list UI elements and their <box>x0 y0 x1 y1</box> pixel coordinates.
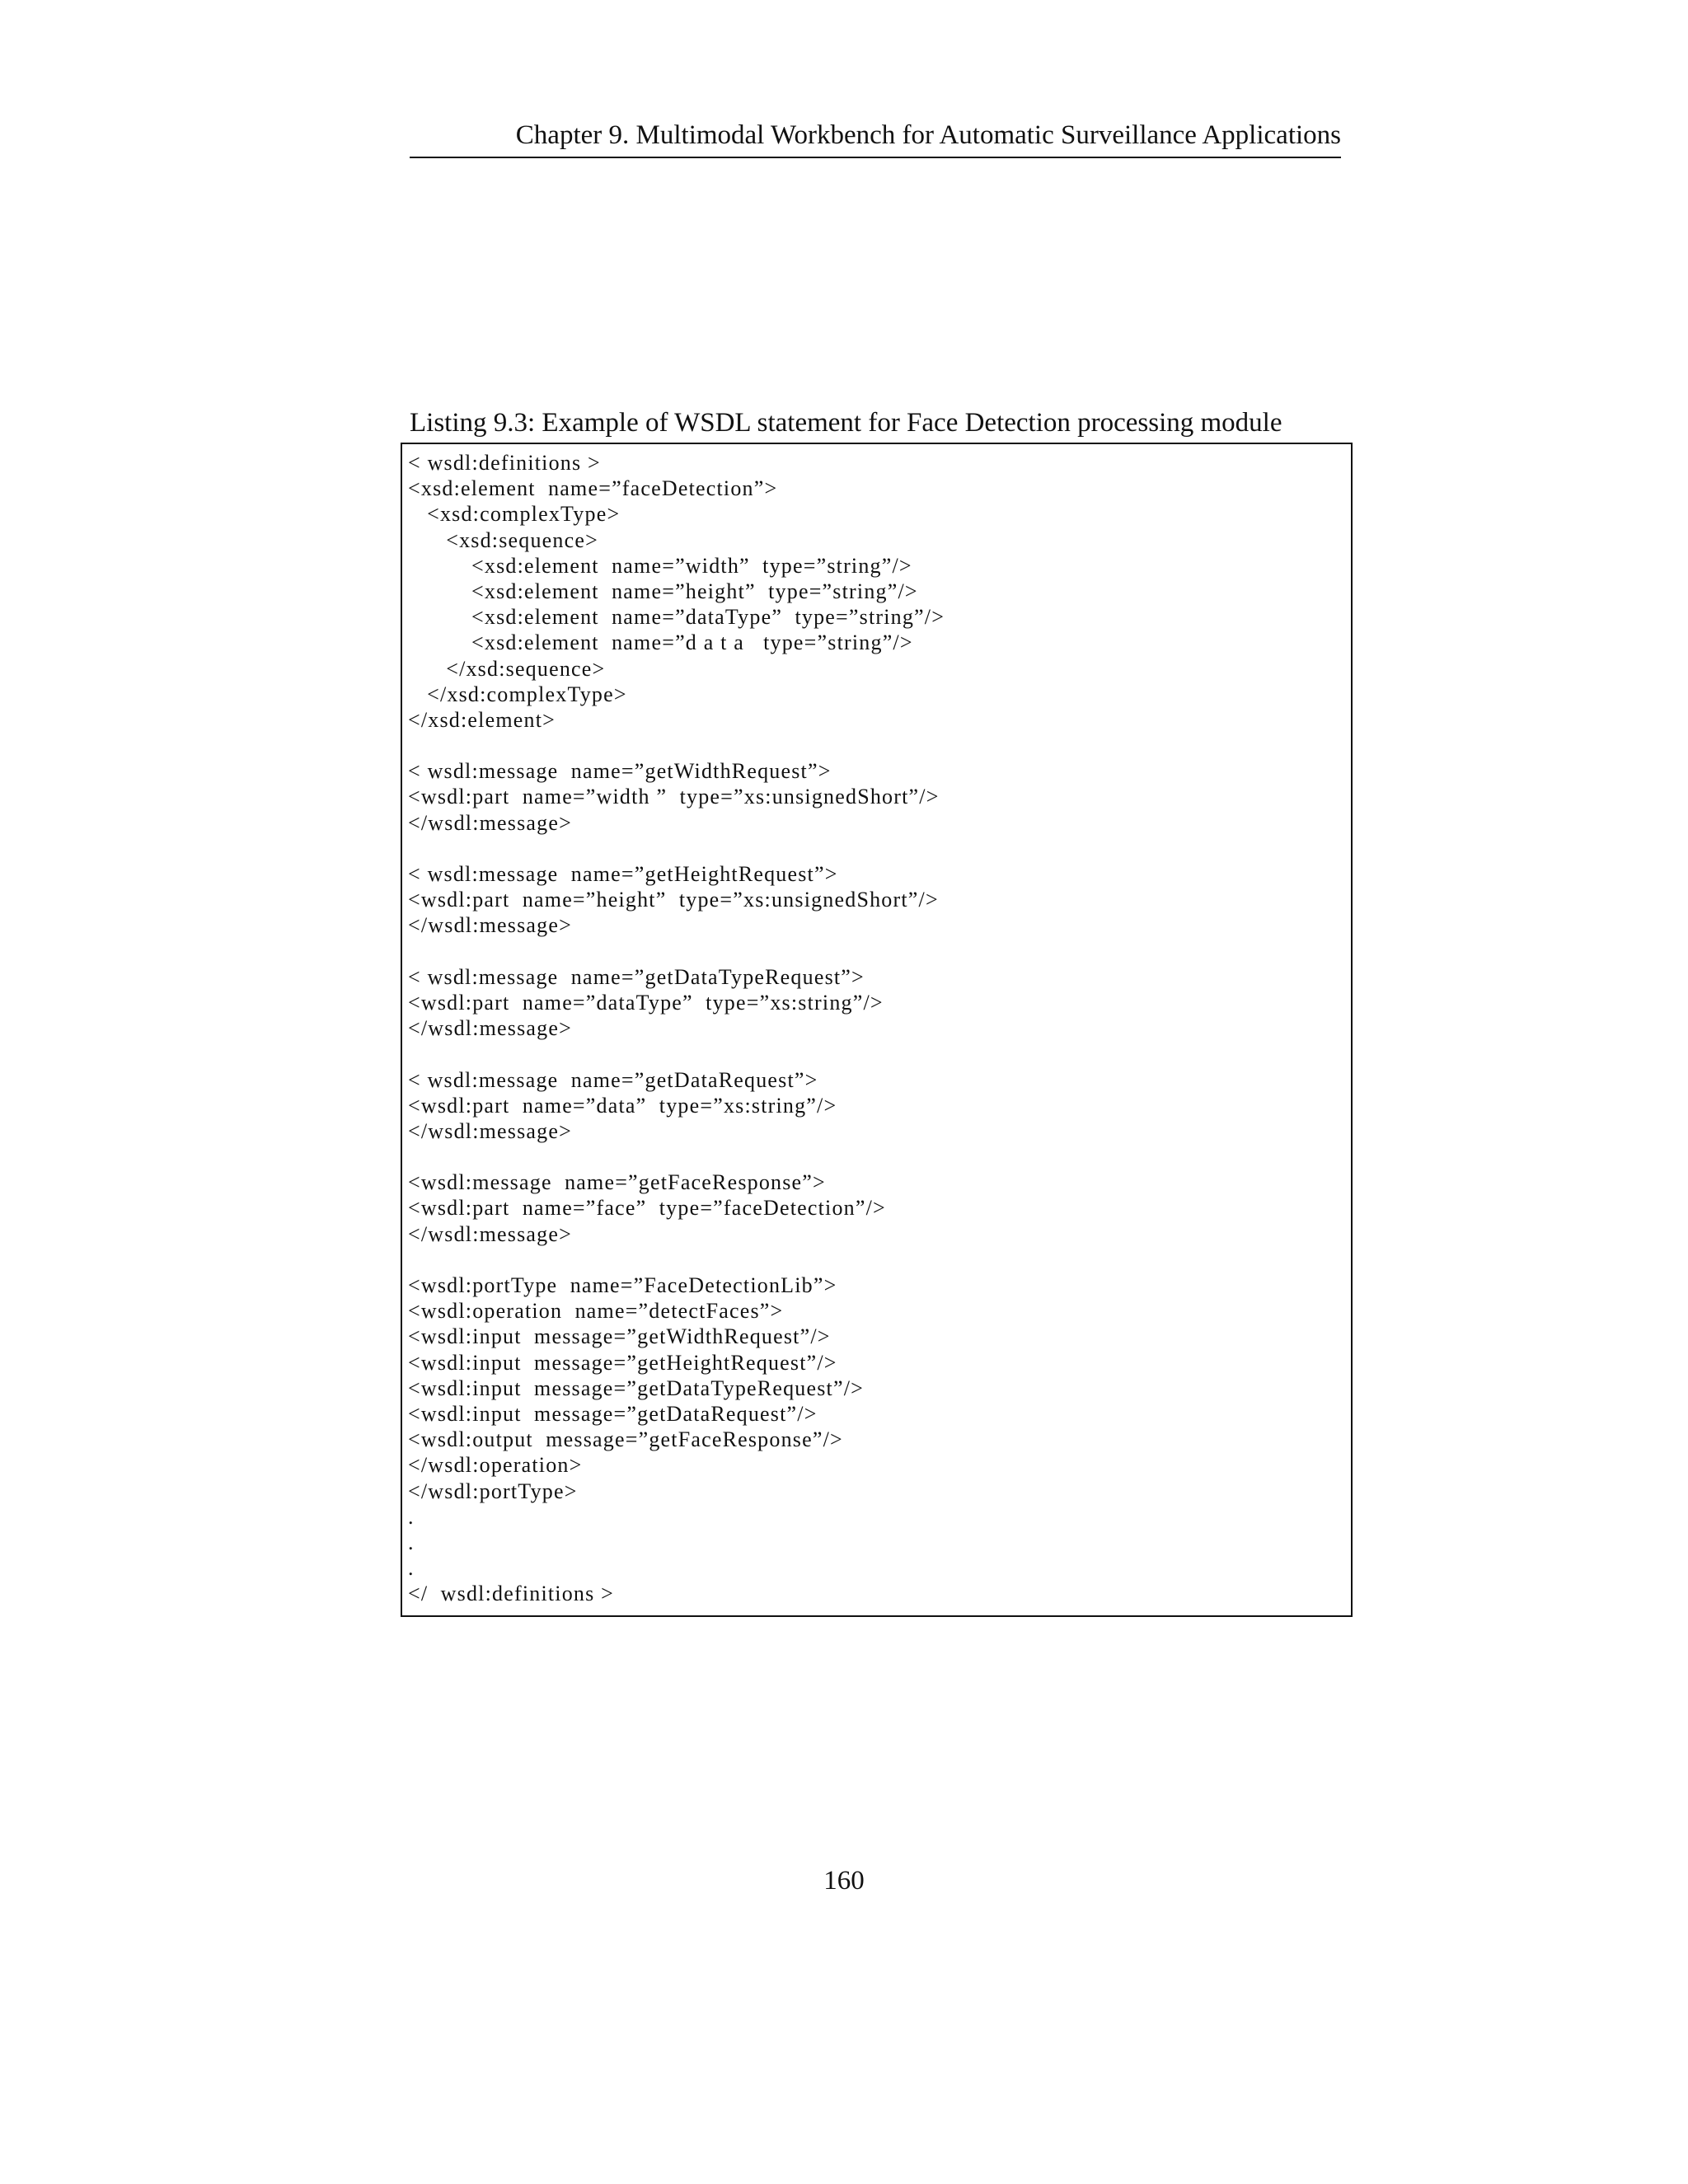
code-line: < wsdl:definitions > <box>408 451 601 475</box>
code-line <box>408 1247 1339 1272</box>
code-line: < wsdl:message name=”getDataRequest”> <box>408 1067 818 1092</box>
code-line: </wsdl:operation> <box>408 1453 583 1478</box>
code-line <box>408 733 1339 758</box>
code-line: . <box>408 1556 415 1581</box>
code-line: <xsd:element name=”height” type=”string”/> <box>408 579 918 603</box>
code-line: <wsdl:input message=”getDataTypeRequest”/> <box>408 1376 864 1400</box>
code-line: <xsd:element name=”dataType” type=”string”/> <box>408 605 945 630</box>
code-line <box>408 939 1339 964</box>
code-line: <xsd:element name=”width” type=”string”/> <box>408 553 912 578</box>
code-line: </wsdl:message> <box>408 810 572 835</box>
code-line: . <box>408 1530 415 1554</box>
code-line: <wsdl:part name=”height” type=”xs:unsignedShort”/> <box>408 888 939 912</box>
code-line: </wsdl:message> <box>408 1221 572 1246</box>
code-line <box>408 836 1339 861</box>
code-line: <xsd:complexType> <box>408 502 621 527</box>
page-number: 160 <box>823 1866 865 1896</box>
code-line: <wsdl:part name=”dataType” type=”xs:string”/> <box>408 990 884 1015</box>
code-line: </wsdl:message> <box>408 913 572 938</box>
code-line: <xsd:element name=”d a t a type=”string”/> <box>408 630 913 655</box>
code-line: </ wsdl:definitions > <box>408 1582 615 1606</box>
code-line: < wsdl:message name=”getWidthRequest”> <box>408 759 832 784</box>
code-line: <wsdl:part name=”face” type=”faceDetection”/> <box>408 1196 886 1221</box>
code-line: </xsd:complexType> <box>408 682 627 706</box>
code-line: <wsdl:input message=”getDataRequest”/> <box>408 1401 818 1426</box>
running-header-title: Chapter 9. Multimodal Workbench for Automatic Surveillance Applications <box>515 120 1341 150</box>
code-line: </xsd:element> <box>408 707 556 732</box>
code-line: <xsd:sequence> <box>408 527 598 552</box>
code-line: <wsdl:output message=”getFaceResponse”/> <box>408 1427 843 1452</box>
code-line: </wsdl:message> <box>408 1118 572 1143</box>
code-line: < wsdl:message name=”getHeightRequest”> <box>408 862 838 886</box>
code-line: <wsdl:message name=”getFaceResponse”> <box>408 1170 826 1195</box>
code-line: <wsdl:portType name=”FaceDetectionLib”> <box>408 1273 837 1297</box>
listing-caption: Listing 9.3: Example of WSDL statement for Face Detection processing module <box>410 408 1282 438</box>
code-line: </wsdl:portType> <box>408 1479 578 1503</box>
code-listing <box>408 450 1339 1606</box>
code-line <box>408 1041 1339 1066</box>
code-line: . <box>408 1504 415 1529</box>
code-line: <wsdl:operation name=”detectFaces”> <box>408 1299 784 1324</box>
code-line: </xsd:sequence> <box>408 656 606 681</box>
code-line: < wsdl:message name=”getDataTypeRequest”> <box>408 964 865 989</box>
code-line <box>408 1144 1339 1169</box>
code-line: <xsd:element name=”faceDetection”> <box>408 476 778 501</box>
code-line: </wsdl:message> <box>408 1016 572 1041</box>
code-line: <wsdl:input message=”getHeightRequest”/> <box>408 1350 837 1375</box>
code-line: <wsdl:input message=”getWidthRequest”/> <box>408 1324 831 1349</box>
running-header <box>410 117 1341 158</box>
code-line: <wsdl:part name=”data” type=”xs:string”/> <box>408 1093 837 1118</box>
code-line: <wsdl:part name=”width ” type=”xs:unsignedShort”/> <box>408 785 940 809</box>
